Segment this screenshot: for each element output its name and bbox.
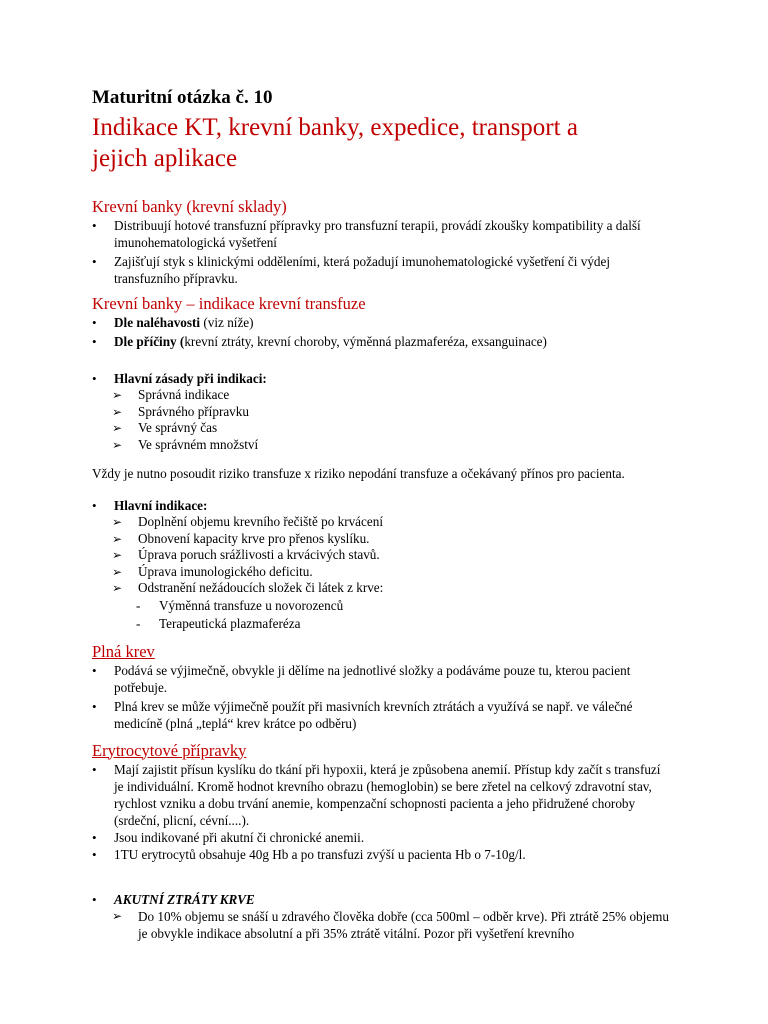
sublist-item: ➢ Odstranění nežádoucích složek či látek z krve: xyxy=(92,580,672,597)
dash-item: - Terapeutická plazmaferéza xyxy=(92,615,672,633)
dash-item: - Výměnná transfuze u novorozenců xyxy=(92,597,672,615)
erytrocytove-list xyxy=(92,761,672,863)
zasady-label: Hlavní zásady při indikaci: xyxy=(114,371,267,386)
list-item: • Zajišťují styk s klinickými odděleními, která požadují imunohematologické vyšetření či výdej transfuzního přípravku. xyxy=(92,253,672,287)
akutni-ztraty-label: AKUTNÍ ZTRÁTY KRVE xyxy=(114,891,255,907)
sublist-item: ➢ Ve správném množství xyxy=(92,437,672,454)
sublist-item: ➢ Obnovení kapacity krve pro přenos kyslíku. xyxy=(92,531,672,548)
zasady-list xyxy=(92,370,672,387)
section-heading-indikace-transfuze: Krevní banky – indikace krevní transfuze xyxy=(92,294,366,313)
list-item: • Podává se výjimečně, obvykle ji dělíme na jednotlivé složky a podáváme pouze tu, kterou pacient potřebuje. xyxy=(92,662,672,696)
list-item xyxy=(92,333,672,350)
document-title-line-2: jejich aplikace xyxy=(92,145,238,172)
akutni-ztraty-list xyxy=(92,891,672,908)
sublist-item: ➢ Úprava poruch srážlivosti a krvácivých stavů. xyxy=(92,547,672,564)
sublist-item: ➢ Správného přípravku xyxy=(92,404,672,421)
list-item: • Mají zajistit přísun kyslíku do tkání při hypoxii, která je způsobena anemií. Přístup kdy začít s transfuzí je individuální. Kromě hodnot krevního obrazu (hemoglobin) se bere zřetel na celkový zdravotní stav, rychlost vzniku a dobu trvání anemie, kompenzační schopnosti pacienta a jeho přidružené choroby (srdeční, plicní, cévní....). xyxy=(92,761,672,829)
indikace-transfuze-list xyxy=(92,314,672,350)
akutni-ztraty-sublist xyxy=(92,908,672,942)
list-item: • Plná krev se může výjimečně použít při masivních krevních ztrátách a využívá se např. ve válečné medicíně (plná „teplá“ krev krátce po odběru) xyxy=(92,698,672,732)
note-paragraph: Vždy je nutno posoudit riziko transfuze x riziko nepodání transfuze a očekávaný přínos pro pacienta. xyxy=(92,466,625,481)
list-item: • 1TU erytrocytů obsahuje 40g Hb a po transfuzi zvýší u pacienta Hb o 7-10g/l. xyxy=(92,846,672,863)
indikace-label: Hlavní indikace: xyxy=(114,498,208,513)
section-heading-krevni-banky: Krevní banky (krevní sklady) xyxy=(92,197,287,216)
sublist-item: ➢ Ve správný čas xyxy=(92,420,672,437)
document-title-line-1: Indikace KT, krevní banky, expedice, transport a xyxy=(92,114,578,141)
sublist-item: ➢ Správná indikace xyxy=(92,387,672,404)
section-heading-plna-krev: Plná krev xyxy=(92,641,155,661)
sublist-item: ➢ Úprava imunologického deficitu. xyxy=(92,564,672,581)
sublist-item: ➢ Do 10% objemu se snáší u zdravého člověka dobře (cca 500ml – odběr krve). Při ztrátě 25% objemu je obvykle indikace absolutní a při 35% ztrátě vitální. Pozor při vyšetření krevního xyxy=(92,908,672,942)
list-item: • Jsou indikované při akutní či chronické anemii. xyxy=(92,829,672,846)
plna-krev-list xyxy=(92,662,672,732)
indikace-sublist xyxy=(92,514,672,597)
list-item-text: krevní ztráty, krevní choroby, výměnná plazmaferéza, exsanguinace) xyxy=(184,334,547,349)
odstraneni-sublist xyxy=(92,597,672,633)
list-item: • Distribuují hotové transfuzní přípravky pro transfuzní terapii, provádí zkoušky kompatibility a další imunohematologická vyšetření xyxy=(92,217,672,251)
document-subtitle: Maturitní otázka č. 10 xyxy=(92,87,273,108)
list-item xyxy=(92,891,672,908)
zasady-sublist xyxy=(92,387,672,453)
krevni-banky-list xyxy=(92,217,672,287)
document-page xyxy=(92,86,672,942)
section-heading-erytrocytove-pripravky: Erytrocytové přípravky xyxy=(92,740,247,760)
list-item-bold: Dle příčiny ( xyxy=(114,334,185,349)
list-item xyxy=(92,314,672,331)
list-item xyxy=(92,370,672,387)
hlavni-indikace-list xyxy=(92,497,672,514)
list-item-bold: Dle naléhavosti xyxy=(114,315,201,330)
list-item xyxy=(92,497,672,514)
list-item-text: (viz níže) xyxy=(200,315,254,330)
sublist-item: ➢ Doplnění objemu krevního řečiště po krvácení xyxy=(92,514,672,531)
